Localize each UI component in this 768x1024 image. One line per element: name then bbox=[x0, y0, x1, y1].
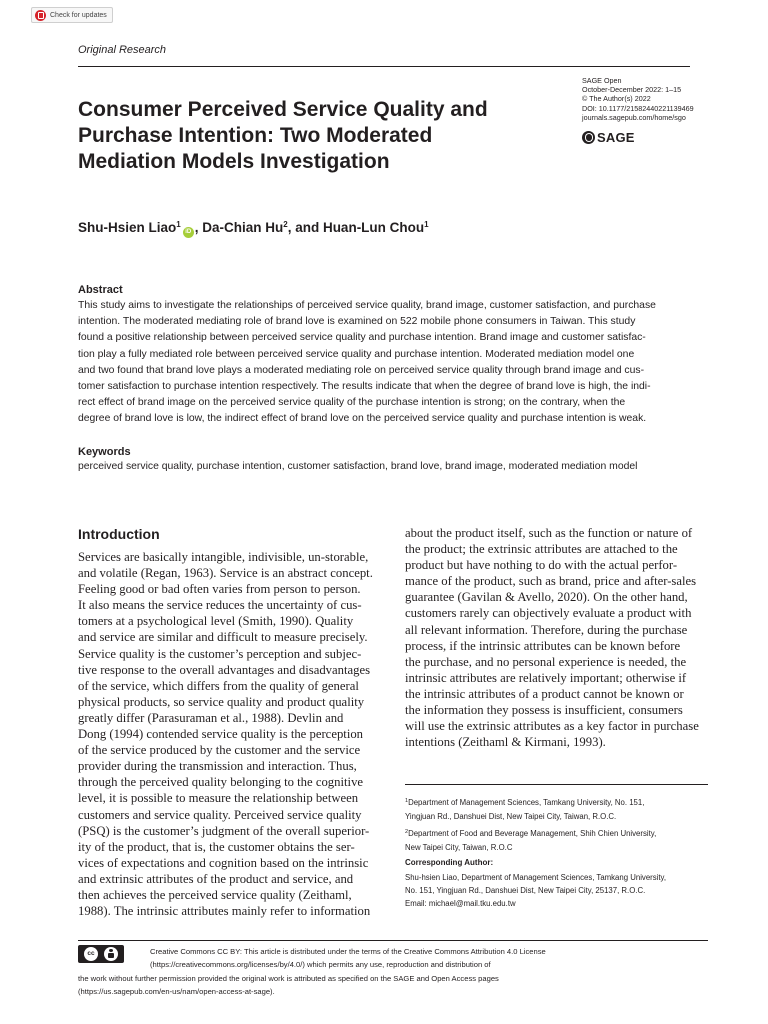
title-line: Mediation Models Investigation bbox=[78, 150, 390, 173]
body-line: tomers at a psychological level (Smith, 1990). Quality bbox=[78, 614, 354, 629]
body-column-right bbox=[405, 525, 709, 750]
body-line: process, if the intrinsic attributes can be known before bbox=[405, 638, 681, 653]
body-line: the product; the extrinsic attributes are attached to the bbox=[405, 542, 678, 557]
body-line: ity of the product, that is, the customer obtains the ser- bbox=[78, 839, 355, 854]
check-for-updates-button[interactable] bbox=[31, 7, 113, 23]
body-line: will use the extrinsic attributes as a key factor in purchase bbox=[405, 719, 699, 734]
author-name: , and Huan-Lun Chou bbox=[287, 220, 425, 235]
body-line: (PSQ) is the customer’s judgment of the overall superior- bbox=[78, 823, 370, 838]
affiliation-line: $^2$Department of Food and Beverage Management, Shih Chien University, bbox=[405, 828, 657, 838]
abstract-line: This study aims to investigate the relationships of perceived service quality, brand image, customer satisfaction, and purchase bbox=[78, 300, 656, 311]
body-line: the purchase, and no personal experience is needed, the bbox=[405, 654, 687, 669]
copyright: © The Author(s) 2022 bbox=[582, 94, 651, 104]
abstract-line: tomer satisfaction to purchase intention respectively. The results indicate that when the degree of brand love is high, the indi- bbox=[78, 381, 651, 393]
body-line: It also means the service reduces the uncertainty of cus- bbox=[78, 598, 362, 613]
body-line: and service are similar and difficult to measure precisely. bbox=[78, 630, 368, 645]
affiliation-marker: 2 bbox=[283, 220, 288, 229]
body-line: guarantee (Gavilan & Avello, 2020). On the other hand, bbox=[405, 590, 688, 605]
license-line[interactable]: (https://us.sagepub.com/en-us/nam/open-access-at-sage). bbox=[78, 987, 275, 997]
journal-name: SAGE Open bbox=[582, 76, 622, 85]
body-line: then achieves the perceived service quality (Zeithaml, bbox=[78, 887, 352, 902]
orcid-icon[interactable]: iD bbox=[183, 227, 194, 238]
corresponding-author-heading: Corresponding Author: bbox=[405, 858, 494, 867]
body-line: of the service, which differs from the quality of general bbox=[78, 678, 359, 693]
affiliation-line: $^1$Department of Management Sciences, Tamkang University, No. 151, bbox=[405, 798, 645, 807]
corresponding-email[interactable]: Email: michael@mail.tku.edu.tw bbox=[405, 898, 516, 908]
body-line: the intrinsic attributes of a product cannot be known or bbox=[405, 686, 684, 701]
introduction-heading: Introduction bbox=[78, 526, 160, 542]
body-line: provider during the transmission and interaction. Thus, bbox=[78, 759, 357, 774]
publisher-name: SAGE bbox=[597, 130, 635, 145]
article-title bbox=[78, 97, 548, 175]
affiliation-line: Yingjuan Rd., Danshuei Dist, New Taipei City, Taiwan, R.O.C. bbox=[405, 812, 617, 822]
body-line: tive response to the overall advantages and disadvantages bbox=[78, 662, 371, 677]
affiliation-line: New Taipei City, Taiwan, R.O.C bbox=[405, 842, 513, 852]
doi[interactable]: DOI: 10.1177/21582440221139469 bbox=[582, 103, 694, 113]
body-line: level, it is possible to measure the relationship between bbox=[78, 791, 359, 806]
affiliation-marker: 1 bbox=[405, 798, 409, 804]
body-line: all relevant information. Therefore, during the purchase bbox=[405, 622, 688, 637]
abstract-body bbox=[78, 298, 690, 428]
corresponding-author bbox=[405, 872, 666, 910]
abstract-line: intention. The moderated mediating role of brand love is examined on 522 mobile phone consumers in Taiwan. This study bbox=[78, 316, 636, 328]
author-name: Shu-Hsien Liao bbox=[78, 220, 177, 235]
body-line: customers and service quality. Perceived service quality bbox=[78, 807, 362, 822]
body-line: mance of the product, such as brand, price and after-sales bbox=[405, 574, 697, 589]
body-line: greatly differ (Parasuraman et al., 1988). Devlin and bbox=[78, 710, 344, 725]
affiliation-marker: 1 bbox=[176, 220, 181, 229]
title-line: Consumer Perceived Service Quality and bbox=[78, 98, 488, 121]
sage-s-icon bbox=[582, 131, 595, 144]
abstract-line: degree of brand love is low, the indirect effect of brand love on the perceived service quality and purchase intention is weak. bbox=[78, 413, 647, 425]
affiliations bbox=[405, 794, 656, 855]
license-line: the work without further permission provided the original work is attributed as specified on the SAGE and Open Access pages bbox=[78, 973, 499, 983]
body-line: intrinsic attributes are relatively important; otherwise if bbox=[405, 670, 687, 685]
body-line: about the product itself, such as the function or nature of bbox=[405, 526, 693, 540]
journal-issue: October-December 2022: 1–15 bbox=[582, 85, 682, 95]
check-for-updates-label: Check for updates bbox=[50, 11, 107, 19]
affiliation-marker: 2 bbox=[405, 828, 409, 835]
corresponding-line: Shu-hsien Liao, Department of Management Sciences, Tamkang University, bbox=[405, 873, 667, 882]
abstract-line: and two found that brand love plays a moderated mediating role on perceived service quality through brand image and cus- bbox=[78, 364, 645, 376]
body-line: Services are basically intangible, indivisible, un-storable, bbox=[78, 550, 369, 564]
header-divider bbox=[78, 66, 690, 67]
affiliation-marker: 1 bbox=[424, 220, 429, 229]
cc-icon: cc bbox=[84, 947, 98, 961]
body-line: Dong (1994) contended service quality is the perception bbox=[78, 727, 364, 742]
author-list bbox=[78, 220, 429, 237]
author-name: , Da-Chian Hu bbox=[194, 220, 284, 235]
body-line: physical products, so service quality and product quality bbox=[78, 694, 365, 709]
body-line: Service quality is the customer’s perception and subjec- bbox=[78, 646, 362, 661]
license-divider bbox=[78, 940, 708, 941]
body-line: and volatile (Regan, 1963). Service is an abstract concept. bbox=[78, 566, 373, 581]
body-line: through the perceived quality belonging to the cognitive bbox=[78, 775, 364, 790]
abstract-line: found a positive relationship between perceived service quality and purchase intention. Brand image and customer satisfac- bbox=[78, 332, 646, 344]
body-line: of the service produced by the customer and the service bbox=[78, 743, 361, 758]
abstract-line: tion play a fully mediated role between perceived service quality and purchase intention. Moderated mediation model one bbox=[78, 348, 635, 360]
journal-url[interactable]: journals.sagepub.com/home/sgo bbox=[582, 112, 686, 122]
body-line: customers rarely can objectively evaluate a product with bbox=[405, 606, 692, 621]
license-line[interactable]: (https://creativecommons.org/licenses/by/4.0/) which permits any use, reproduction and distribution of bbox=[150, 960, 491, 970]
corresponding-line: No. 151, Yingjuan Rd., Danshuei Dist, New Taipei City, 25137, R.O.C. bbox=[405, 885, 646, 895]
license-text bbox=[78, 945, 546, 999]
body-column-left bbox=[78, 549, 382, 919]
journal-info bbox=[582, 76, 694, 122]
title-line: Purchase Intention: Two Moderated bbox=[78, 124, 433, 147]
abstract-line: rect effect of brand image on the perceived service quality of the purchase intention is strong; on the contrary, when the bbox=[78, 397, 626, 409]
body-line: 1988). The intrinsic attributes mainly refer to information bbox=[78, 904, 371, 919]
license-line: Creative Commons CC BY: This article is distributed under the terms of the Creative Commons Attribution 4.0 License bbox=[150, 947, 546, 956]
sage-logo bbox=[582, 130, 635, 145]
article-type: Original Research bbox=[78, 44, 167, 56]
body-line: intentions (Zeithaml & Kirmani, 1993). bbox=[405, 735, 606, 750]
update-icon bbox=[35, 10, 46, 21]
body-line: vices of expectations and cognition based on the intrinsic bbox=[78, 855, 369, 870]
keywords-list: perceived service quality, purchase intention, customer satisfaction, brand love, brand image, moderated mediation model bbox=[78, 461, 638, 472]
keywords-heading: Keywords bbox=[78, 446, 131, 458]
body-line: Feeling good or bad often varies from person to person. bbox=[78, 582, 361, 597]
body-line: product but have nothing to do with the actual perfor- bbox=[405, 558, 678, 573]
footnote-divider bbox=[405, 784, 708, 785]
body-line: the information they possess is insufficient, consumers bbox=[405, 703, 683, 718]
abstract-heading: Abstract bbox=[78, 284, 123, 296]
body-line: and extrinsic attributes of the product and service, and bbox=[78, 871, 354, 886]
